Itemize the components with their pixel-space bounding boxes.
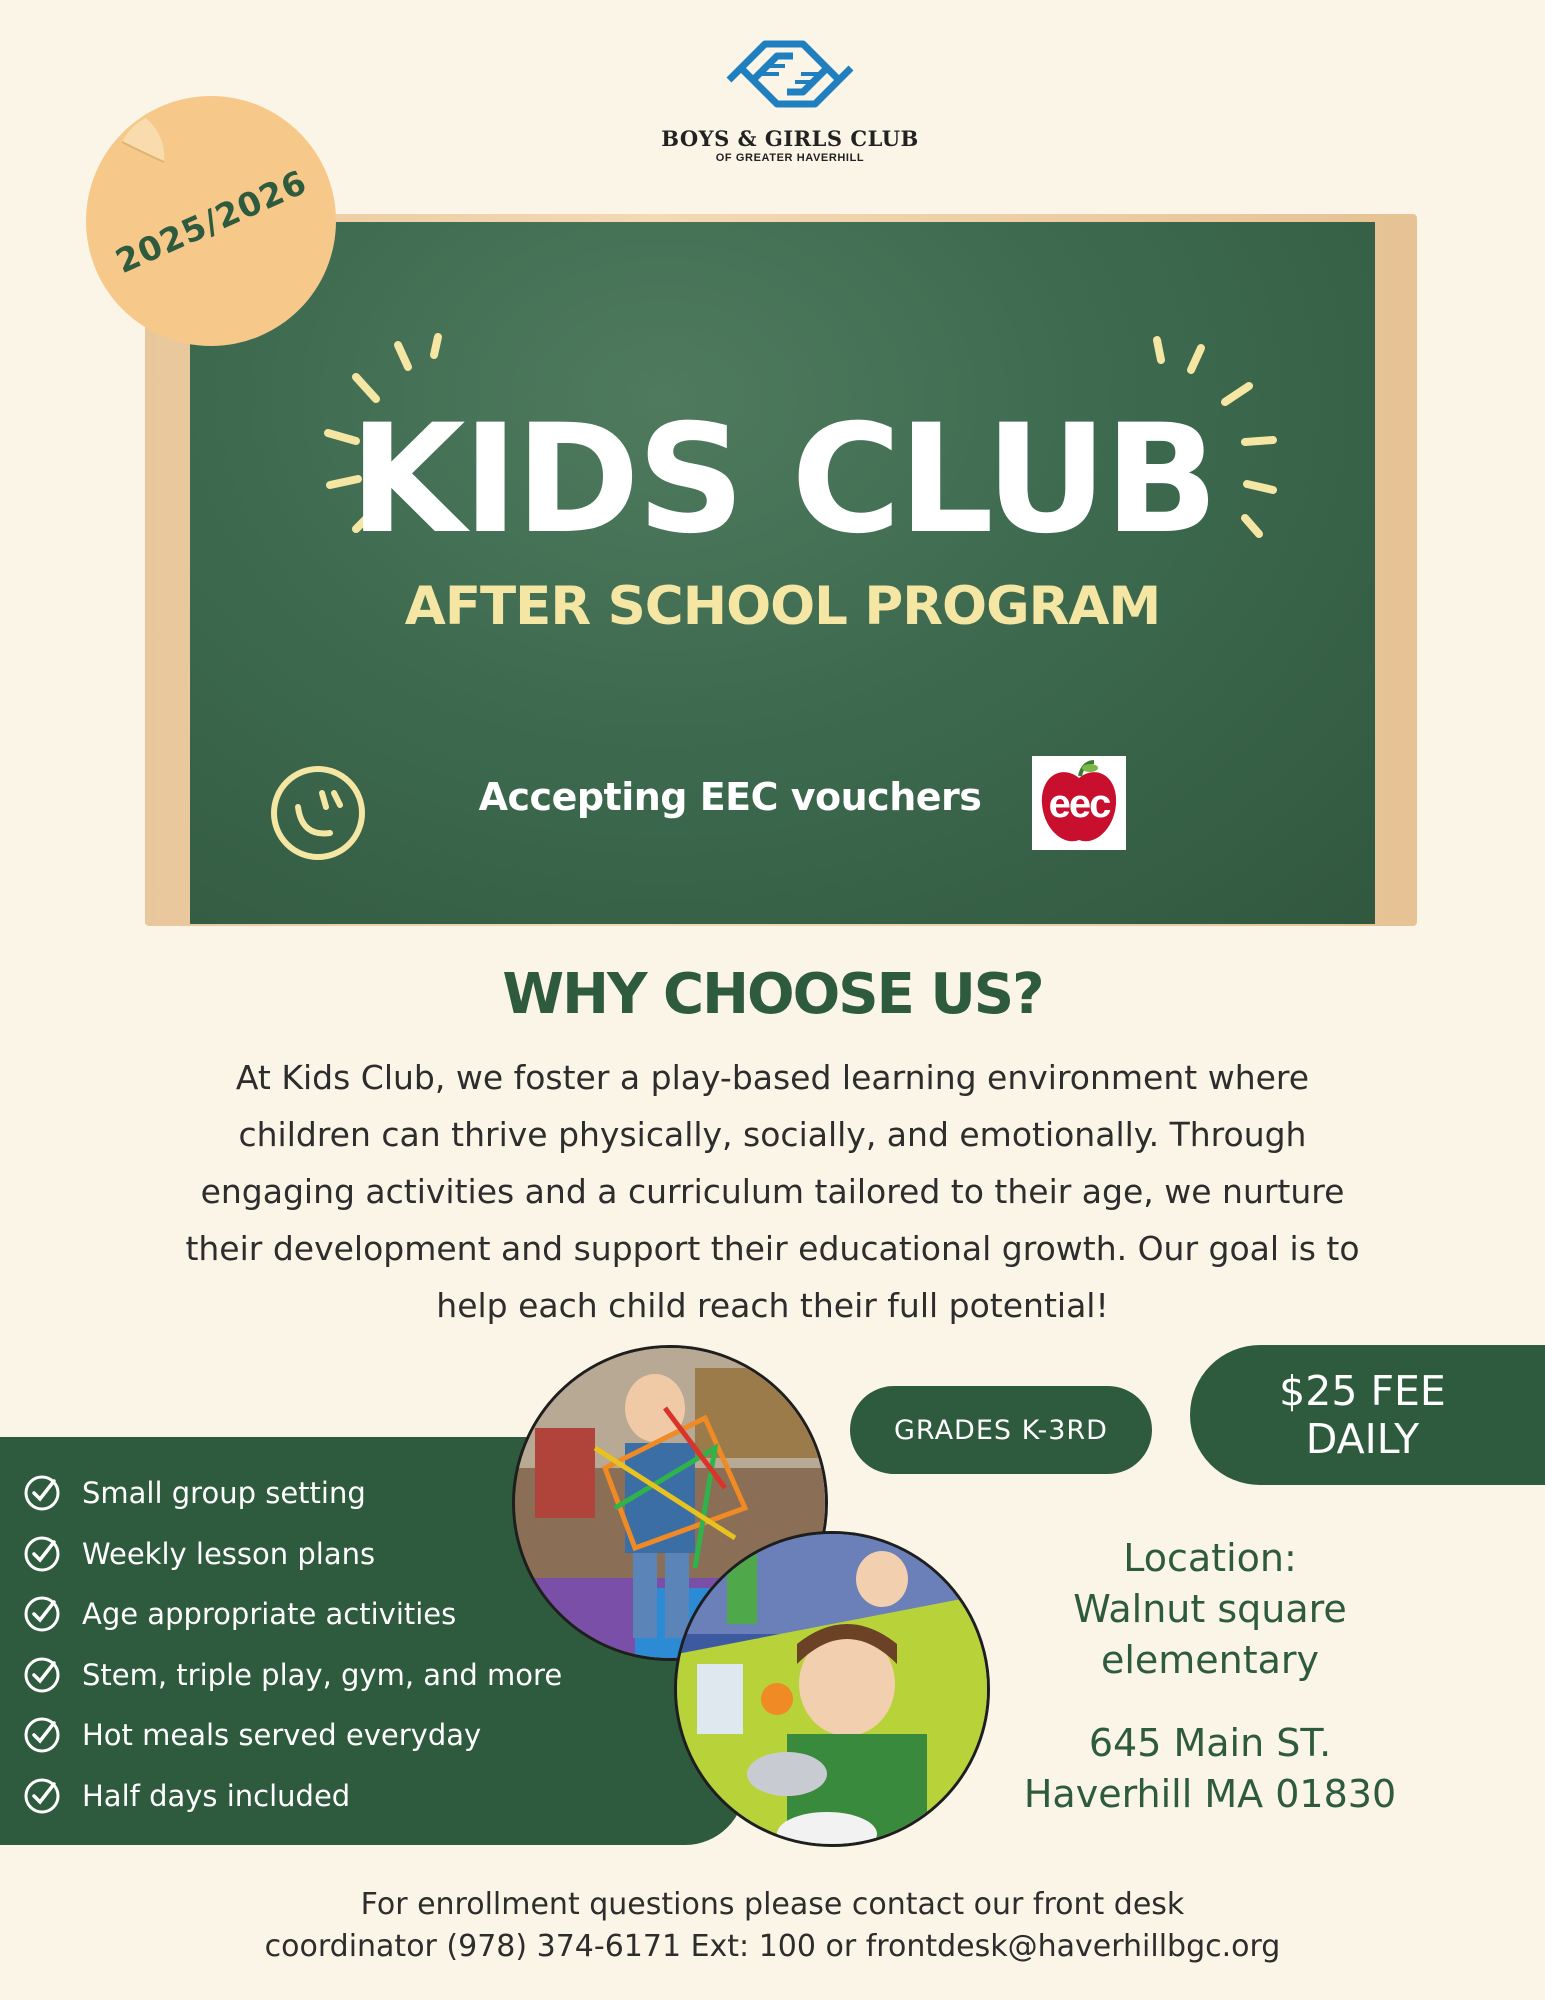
voucher-text: Accepting EEC vouchers [478,775,982,819]
school-year-text: 2025/2026 [109,161,313,281]
feature-label: Hot meals served everyday [82,1718,482,1753]
list-item [22,1766,702,1827]
fee-period: DAILY [1305,1415,1420,1463]
eec-badge-text: eec [1048,782,1110,826]
year-sticker [86,96,336,346]
location-place-line: elementary [1100,1638,1320,1682]
contact-line: For enrollment questions please contact our front desk [360,1887,1185,1922]
feature-label: Half days included [82,1778,351,1813]
paragraph-line: children can thrive physically, socially, and emotionally. Through [238,1115,1307,1154]
location-place-line: Walnut square [1073,1587,1347,1631]
check-circle-icon [22,1594,62,1634]
club-logo [650,28,930,178]
list-item [22,1645,702,1706]
logo-subtitle: OF GREATER HAVERHILL [715,152,865,164]
feature-label: Small group setting [82,1476,366,1511]
check-circle-icon [22,1776,62,1816]
paragraph-line: their development and support their educational growth. Our goal is to [185,1229,1360,1268]
fee-amount: $25 FEE [1279,1367,1446,1415]
address-street: 645 Main ST. [1088,1721,1332,1765]
page-title: KIDS CLUB [349,393,1216,567]
location-label: Location: [1123,1536,1297,1580]
paragraph-line: At Kids Club, we foster a play-based learning environment where [235,1058,1310,1097]
feature-label: Age appropriate activities [82,1597,457,1632]
eec-badge [1032,756,1126,850]
paragraph-line: help each child reach their full potential! [436,1286,1109,1325]
club-logo-icon [715,28,865,120]
check-circle-icon [22,1715,62,1755]
list-item [22,1705,702,1766]
grades-badge: GRADES K-3RD [850,1386,1152,1474]
fee-badge [1190,1345,1545,1485]
contact-line: coordinator (978) 374-6171 Ext: 100 or frontdesk@haverhillbgc.org [264,1929,1281,1964]
location-block [940,1533,1480,1686]
contact-info [100,1884,1445,1968]
address-city: Haverhill MA 01830 [1023,1772,1397,1816]
smiley-icon [268,763,368,863]
address-block [940,1718,1480,1820]
why-choose-heading: WHY CHOOSE US? [502,962,1043,1027]
check-circle-icon [22,1473,62,1513]
logo-name: BOYS & GIRLS CLUB [661,126,919,151]
check-circle-icon [22,1534,62,1574]
program-subtitle: AFTER SCHOOL PROGRAM [404,576,1161,637]
why-choose-paragraph [20,1049,1525,1334]
check-circle-icon [22,1655,62,1695]
feature-label: Weekly lesson plans [82,1536,376,1571]
paragraph-line: engaging activities and a curriculum tailored to their age, we nurture [200,1172,1345,1211]
feature-label: Stem, triple play, gym, and more [82,1657,563,1692]
